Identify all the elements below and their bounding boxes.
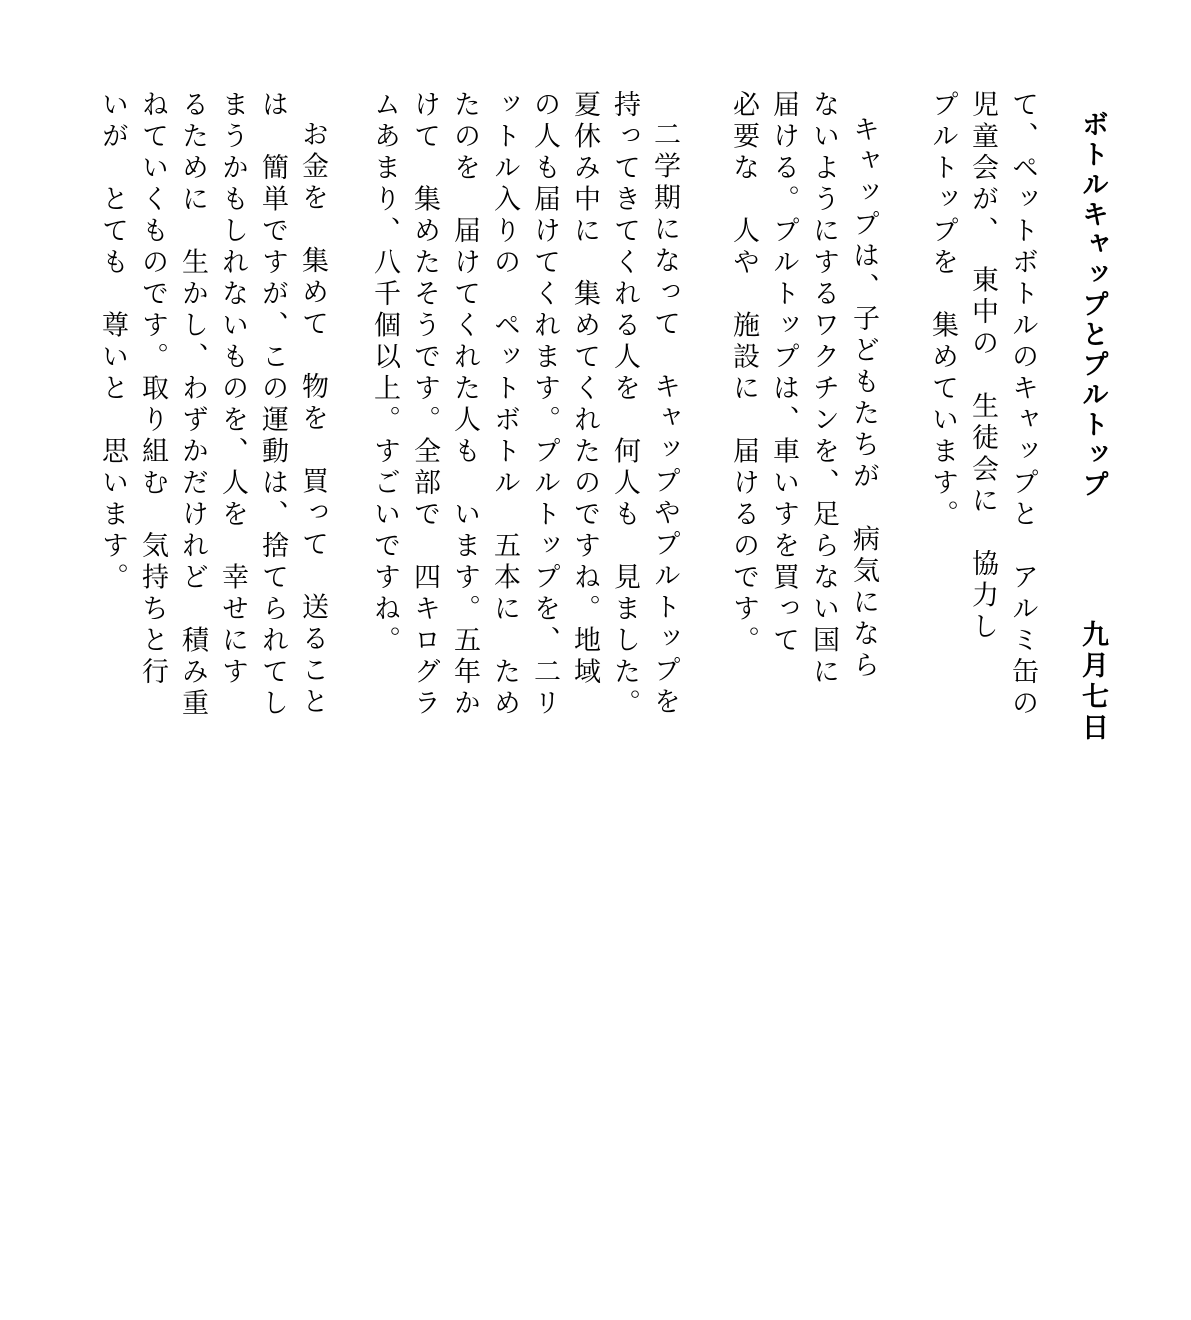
text-line: て、ペットボトルのキャップと アルミ缶の <box>1007 90 1038 720</box>
text-line: 届ける。プルトップは、車いすを買って <box>768 90 799 657</box>
document-date: 九月七日 <box>1077 620 1108 744</box>
text-line: るために 生かし、わずかだけれど 積み重 <box>177 90 208 720</box>
text-line: たのを 届けてくれた人も います。五年か <box>449 90 480 720</box>
text-line: プルトップを 集めています。 <box>927 90 958 531</box>
text-line: 二学期になって キャップやプルトップを <box>649 120 680 719</box>
text-line: は 簡単ですが、この運動は、捨てられてし <box>257 90 288 720</box>
text-line: お金を 集めて 物を 買って 送ること <box>297 120 328 719</box>
text-line: ないようにするワクチンを、足らない国に <box>808 90 839 689</box>
text-line: 持ってきてくれる人を 何人も 見ました。 <box>609 90 640 720</box>
text-line: の人も届けてくれます。プルトップを、二リ <box>529 90 560 720</box>
text-line: ねていくものです。取り組む 気持ちと行 <box>137 90 168 689</box>
text-line: まうかもしれないものを、人を 幸せにす <box>217 90 248 689</box>
text-line: ムあまり、八千個以上。すごいですね。 <box>369 90 400 657</box>
text-line: ットル入りの ペットボトル 五本に ため <box>489 90 520 720</box>
text-line: 夏休み中に 集めてくれたのですね。地域 <box>569 90 600 689</box>
text-line: 必要な 人や 施設に 届けるのです。 <box>728 90 759 657</box>
text-line: いが とても 尊いと 思います。 <box>97 90 128 594</box>
document-title: ボトルキャップとプルトップ <box>1077 110 1108 500</box>
text-line: キャップは、子どもたちが 病気になら <box>848 115 879 682</box>
text-line: けて 集めたそうです。全部で 四キログラ <box>409 90 440 720</box>
text-line: 児童会が、 東中の 生徒会に 協力し <box>967 90 998 644</box>
